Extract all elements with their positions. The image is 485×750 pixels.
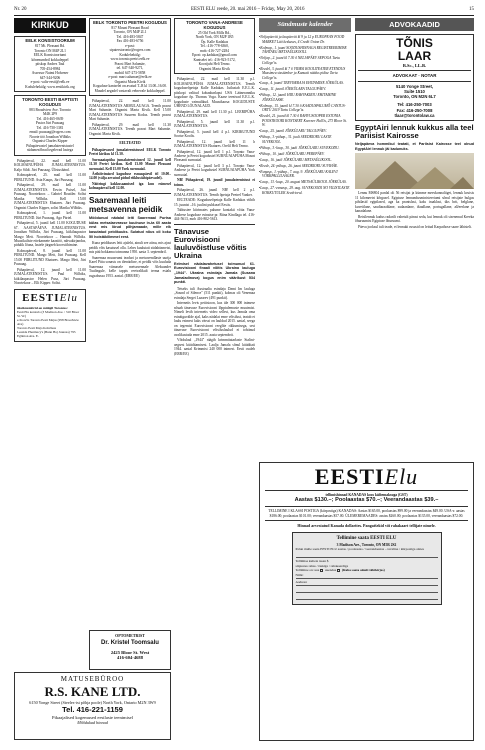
line: 705-454-8984 (39, 66, 61, 71)
schedule-item: Pühapäeval, 5. juunil kell 11.30 p.l. JUMALATEENISTUS. (174, 119, 255, 129)
eesti-elu-logo (17, 292, 83, 306)
line: 647-344-9206 (39, 75, 61, 80)
article-paragraph: Teiseks tuli Austraalia esindaja Dami Im lauluga „Sound of Silence" (511 punkti), kolmas oli Venemaa esindaja Sergei Lazarev (491 punkti). (174, 286, 255, 300)
sales-location: Toronto Eesti Maja Kohvikus (17, 326, 57, 331)
line: Kantselei tel.: 416-923-5172, (193, 57, 236, 62)
eelteade-item: Pühapäevased jumalateenistused EELK Toronto Peetri kirikus kl 11.30. (89, 147, 171, 157)
logo-text: EESTI (314, 464, 385, 489)
vana-andrese-box (174, 18, 255, 74)
article-paragraph: Kuna peidikuses leiti ajaleht, ainult see aitnu, mis ajast peidik võis kasutusel olla. Lehes kuulutati südahüsmetsi, mis püü bokkama toimunna 1950. aasta 3. septembril. (89, 241, 171, 255)
email-line[interactable]: e-post: valis-eesti@eelk.ee (30, 80, 70, 85)
schedule-item: EELTEADE: Koguduseõpetaja Kalle Kadakas viibib 15. juunist –16. juulini puhkusel Eestis. (174, 198, 255, 207)
event-item: • Laup., 11. juunil JÕEKÜLARA TALGUPÄEV. (259, 87, 351, 91)
konsistoorium-title: EELK KONSISTOORIUM (25, 38, 75, 44)
pyramids-photo (355, 153, 474, 189)
line: 817 Mount Pleasant Road (111, 25, 149, 30)
column-vana-andrese (174, 18, 255, 741)
lawyer-first-name: TÕNIS (396, 36, 433, 51)
kane-funeral-ad (14, 672, 171, 740)
divider (358, 70, 471, 71)
column-churches (14, 18, 86, 741)
address-field-3[interactable] (296, 594, 438, 600)
name-label: Nimi: (295, 573, 304, 578)
schedule-item: Kolmapäeval, 8. juunil kell 11.00 PIIBLITUND. Margo Mett, Jüri Puusaag. Kell 15.00 PIIBLITUND Ehatares. Margo Mett, Jüri Puusaag. (14, 248, 86, 267)
baptisti-schedule (14, 159, 86, 286)
address-label: Aadress: (295, 580, 308, 585)
lawyer-tel[interactable]: Tel: 416-250-7003 (397, 102, 432, 108)
line: Organist Marta Kivik (114, 79, 146, 84)
page-number-right: 15 (468, 7, 474, 13)
event-item: • Pühap., 3.-pühap., 31. juuli SEEDRIORU LASTE SUVEKOOL. (259, 135, 351, 144)
schedule-item: Pühapäeval, 12. juunil kell 1 p.l. Toronto Vana-Andrese ja Peetri kogudustel SURNUAIAPÜHA Mount Pleasanti surnuaial. (174, 149, 255, 163)
ad-title: OPTOMETRIST (115, 633, 145, 638)
column-lawyers (355, 18, 474, 458)
line: mob.-416-727-2284 (200, 48, 229, 53)
line: 817 Mt. Pleasant Rd. (34, 44, 66, 49)
line: Tel.: 416-778-6360, (200, 44, 229, 49)
website-line[interactable]: www.toronto.peetri.eelk.ee (110, 57, 150, 62)
line: 883 Broadview Ave. Toronto (29, 107, 71, 112)
event-item: • Kolmap., 15. juunil kl 7.30 õ KAADUSPALUMÕ CANTUS-ORTU 2019 Tartu College'is. (259, 104, 351, 113)
subscription-rates: TELLIMINE I KLASSI POSTIGA (kiirpostiga) KANADAS: Aastas $165.00, poolaastas $99.00 ja veerandaastas $49.00. USA-s: aastas $186.00; poolaastas $101.00; veerandaastas $57.00. ÜLEMEREMAADES: aastas $260.00; poolaastas $135.00, veerandaastas $72.00. (268, 509, 465, 518)
name-field[interactable] (296, 573, 438, 579)
vana-andrese-schedule (174, 77, 255, 222)
line: Koguduse kantselei on avatud T–R kl 13.00–16.00. (93, 84, 167, 89)
line: Noorte töö Jonathan Wilbiks (29, 134, 71, 139)
start-date-field[interactable] (296, 552, 438, 558)
event-item: • Kolmap., 1. juuni SOODUSHINNAGA REGISTREERIMISE TÄHTAEG METSAÜLIKOOLI. (259, 46, 351, 55)
divider (265, 490, 468, 491)
eelteated-heading: EELTEATED (119, 141, 141, 146)
logo-text-elu: Elu (384, 464, 419, 489)
form-type-row (296, 568, 438, 572)
schedule-item: Pühapäeval, 29. mail kell 11.00 JUMALATEENISTUS. Erwin Puisel, Jüri Puusaag. Noortekoor. – Gabriel Bouttler. Solist Marika Wilbiks. Kell 15.00 JUMALATEENISTUS Ehatares. Jüri Puusaag. Organist Charles Kipper, solist Marika Wilbiks. (14, 183, 86, 210)
peetri-schedule (89, 99, 171, 136)
article-headline-eurovision: Tänavuse Eurovisiooni lauluvõistluse võitis Ukraina (174, 226, 247, 260)
eesti-elu-sales-box (14, 289, 86, 342)
address-field-2[interactable] (296, 587, 438, 593)
line: Kodulehekülg: (119, 52, 141, 57)
line: Praost Mart Salumäe, (114, 61, 146, 66)
divider (358, 81, 471, 82)
divider (265, 520, 468, 521)
lawyer-email[interactable]: tlaar@torontolaw.ca (394, 112, 435, 118)
line: Organist Marta Kivik (199, 66, 230, 71)
subscription-note: Hinnad arvestatud Kanada dollarites. Pangatšekid või rahakaart tellijate nimele. (297, 523, 436, 529)
kane-address: 6150 Yonge Street (Steeles-ist põhja poole) North York, Ontario M2N 3W9 (29, 700, 156, 705)
optometrist-ad (89, 630, 171, 670)
page-header (14, 6, 474, 16)
schedule-item: Pühapäeval, 29. mail kell 11.30 p.l. LEERIPÜHA JUMALATEENISTUS. (174, 109, 255, 119)
optometrist-tel[interactable]: 416-604-4688 (116, 655, 144, 661)
divider (174, 224, 255, 225)
baptisti-lines (17, 108, 83, 153)
schedule-item: Kolmapäeval, 1. juunil kell 11.00 PIIBLITUND. Jüri Puusaag, Ago Pärtel. (14, 211, 86, 220)
form-address: 3 Madison Ave., Toronto, ON M5R 2S2 (336, 542, 397, 547)
article-paragraph: Internetis levis petitsioon, kus üle 300 000 inimese nõuab tänavuse Eurovisiooni lõpptulemuste muutmist. Nimelt levib internetis video sellest, kus Jamala oma esinäiguvälde ajal, kaks nädalat enne võistlust, teatab et laulu esimest kaks värssi on lauldud 2015. aastal, seega on tegemist Eurovisiooni reeglite rikkumisega, sest tänavuse Eurovisiooni võistluslaulud ei tohtinud avalikustada enne 2015. aasta septembrit. (174, 301, 255, 337)
event-item: • Neljap., 2. juuni kl 7.30 õ NELJAPÄEV SEPOGA Tartu College'is. (259, 56, 351, 65)
event-item: • Laup., 4. juunil TERVISERAJA EHITAMINE JÕEKÜLAS. (259, 81, 351, 85)
vana-andrese-lines (177, 31, 252, 71)
line: piiskop Andres Taul (35, 62, 65, 67)
section-banner-advokaadid: ADVOKAADID (355, 18, 474, 31)
lawyer-address: Suite 1510 (404, 88, 425, 94)
line: EELK Konsistooriumi (33, 53, 67, 58)
form-amount-label: Tellimise kulteta tasan $ (295, 559, 329, 564)
sales-location: e-Store'is Toronto Eesti Majas (958 Broadview Ave) (17, 318, 79, 327)
line: Assessor Naimi Holsener (31, 71, 69, 76)
article-paragraph: Võidulaul „1944" räägib krimmitatarlaste Stalini-aegsest küüditamisest. Laulja Jamala sõnul küüditati 1944. aastal Krimmist 240 000 inimest. Eesti osaleb (ERR/EE) (174, 338, 255, 356)
line: Muudel aegadel vastavalt eelnevale kokkuleppel. (94, 88, 166, 93)
section-banner-kalender: Sündmuste kalender (259, 18, 351, 32)
vana-andrese-title: TORONTO VANA-ANDRESE KOGUDUS (186, 20, 243, 30)
line: Toronto, ON M4P 2L1 (113, 30, 147, 35)
event-item: • Pühap., 12. juunil HIIU RAHVAKIRJU EHITAMINE JÕEKÜLASSE. (259, 93, 351, 102)
schedule-item: Pühapäeval, 29. mail kell 11.30 JUMALATEENISTUS. Teenib praost Mart Salumäe. Organist Marta Kivik. (89, 122, 171, 136)
baptisti-box (14, 95, 86, 156)
peetri-lines (92, 26, 168, 93)
schedule-item: Pühapäeval, 22. mail kell 11.00 KOLMAINUPÜHA JUMALATEENISTUS. Kaljo Sildt. Jüri Puusaag. Ülistusbänd. (14, 158, 86, 172)
sales-location: Eesti Elu kontoris (3 Madison Ave. / 310 Bloor St. W.) (17, 309, 80, 318)
email-line[interactable]: e-post: mart.salumae@eelk.ee (108, 75, 152, 80)
schedule-item: Pühapäeval, 5. juunil kell 11.00 KOGUDUSE 67. AASTAPÄEVA JUMALATEENISTUS. Jonathan Wilbiks, Jüri Puusaag, kiikilaupastor Margo Mett. Noortekoor – Hannah Wilbiks. Muusikaliste ettekannete kaastöö, rahvakirjandus, pidulik lõuna, lastele järgneb koosviibimine. (14, 221, 86, 248)
line: Õp. Kalle Kadakas (200, 39, 229, 44)
form-payment-label: sinjuures rahas / tšekiga / rahakaardiga (295, 563, 349, 568)
schedule-item: Pühapäeval, 12. juunil kell 11 h JUMALATEENISTUS Ehatares. Orelil Heli Tenno. (174, 139, 255, 149)
schedule-item: Pühapäeval, 12. juunil kell 3 p.l. Toronto Vana-Andrese ja Peetri kogudustel SURNUAIAPÜHA York surnuaial. (174, 163, 255, 177)
line: Pühapäevastel jumalateenistustel (26, 143, 74, 148)
article-paragraph: Saaremaa muuseumi teaduri ja metsavendlaste uurija Karel Pitta sonasts on tõenäoline, et peidik võis kuuluda Saaremaa viimasele metsavennale Aleksander Tuulingule, kelle tappis reetvalikult terma esialu rugsabussa 1953. aastal. (ERR/EE) (89, 255, 171, 278)
form-title: Tellimine saata EESTI ELU (336, 536, 397, 542)
renew-checkbox[interactable] (337, 569, 340, 572)
section-banner-kirikud: KIRIKUD (14, 18, 86, 33)
sales-location: Leaside Pharmacy's (Bunn Hoj Juuresa) 795 Eglinton Ave. E. (17, 330, 76, 339)
new-checkbox[interactable] (320, 569, 323, 572)
peetri-box (89, 18, 171, 96)
eelteated-list (89, 148, 171, 191)
lawyer-address: 5140 Yonge Street, (395, 83, 434, 89)
event-item: • Reedel, 21. juunil kl 7.30 õ RAHVUSOOPER ESTONIA POOSTKOORI KONTSERT Koerner Hall'is, 273 Bloor St. W. (259, 114, 351, 127)
article-headline-egyptair: EgyptAiri lennuk kukkus alla teel Pariisist Kairosse (355, 123, 474, 141)
kane-top: MATUSEBÜROO (60, 675, 125, 683)
line: Fax 416-483-6756 (116, 39, 144, 44)
eelteade-item: Ärihõivimised koguduse esmaspäevil ttl 10.00–14.00 (välja arvatud pidud riiklustähtpäevadel). (89, 171, 171, 181)
event-item: • Neljapäeviti ja laupäeviti kl 9 ja 12 p EUROPEAN FOOD MARKET Läti keskuses, 4 Credit Union Dr. (259, 35, 351, 44)
schedule-item: Kolmapäeval, 25. mail kell 11.00 PIIBLITUND. Asta Kaups, Jüri Puusaag. (14, 173, 86, 182)
pyramids-image (355, 153, 474, 189)
line: Organist Charles Kipper (32, 139, 68, 144)
logo-text: EESTI (22, 291, 60, 304)
article-lead: Möödunud nädalal leiti Saaremaal Purtsa külas metsalaevrasse kuulnuse in-ta 60 aasta eest mis lörud põhjamaade, mille elk kasutatud peidikuuks. Sulatud nõus oli koku 50 hoistäkilimmel eest. (89, 216, 171, 239)
event-item: • Laup., 13.-laup., 20. august METSAÜLIKOOL JÕEKÜLAS. (259, 180, 351, 184)
email-line[interactable]: Epost: op.kadakas@gmail.com (192, 53, 237, 58)
konsistoorium-box (14, 36, 86, 92)
page-number-left: Nr. 20 (14, 7, 27, 13)
eesti-elu-logo-large (265, 466, 468, 488)
divider (265, 506, 468, 507)
line: 25 Old York Mills Rd., (197, 30, 232, 35)
schedule-item: NB! Pühapäeval, 19. juunil jumalateenistust ei toimu. (174, 178, 255, 187)
article-paragraph: Lennu MS804 pardal oli 56 reisijat ja kümme meeskonnaliiget, lennuk kruisis 11 kilomeetri kõrgusel. Egiptuse lennundusministeeriumi sõnul reisijate hulgas pihtlasid egiptlased, aga ka prantslasi, kaks iraaklast, üks brit, belglane, kuveitlane, saudiaraablane, sudaanlane, tšaadlane, portugallane, alžeerlane ja kanadalane. (355, 191, 474, 214)
sales-subtitle: üksiknumbrid on müügil Torontos: (17, 305, 68, 310)
events-list (259, 35, 351, 195)
kane-tel[interactable]: Tel. 416-221-1159 (62, 705, 123, 715)
line: Toronto ON M4P 2L1 (34, 48, 66, 53)
optometrist-name: Dr. Kristel Toomsalu (101, 640, 159, 646)
schedule-item: Talitustee kiirimates palume kontakti võtta Vana-Andrese koguduse esinaise pr. Riina Kindlaga tel. 416-444-5613, mob 416-802-5613. (174, 208, 255, 222)
line: Tel. 416-483-5847 (116, 34, 144, 39)
line: tel. 647-340-9271, (116, 66, 144, 71)
logo-text-elu: Elu (59, 291, 78, 304)
header-issue: EESTI ELU reede, 20. mai 2016 – Friday, May 20, 2016 (190, 7, 305, 13)
line: Tel. 416-465-0639 (36, 116, 64, 121)
line: kõnenumbril kokkuleppel (31, 57, 69, 62)
lawyer-fax: Fax: 416-250-7008 (396, 107, 433, 113)
article-headline-metsavend: Saaremaal leiti metsavenna peidik (89, 195, 163, 214)
lawyer-degree: B.Sc., LL.B. (402, 62, 427, 68)
schedule-item: Pühapäeval, 12. juunil kell 11.00 JUMALATEENISTUS. Paul Wilbiks, kiikilaupastor Helen Pusa, Jüri Puusaag. Noortekoor – Elli Kipper. Solist. (14, 267, 86, 286)
form-new-label: Tellimine on: uus (295, 567, 320, 572)
schedule-item: Pühapäeval, 26. juunil NB! kell 2 p.l. JUMALATEENISTUS. Teenib õpetaja Peetrel Vanker. (174, 188, 255, 197)
divider (89, 138, 171, 139)
line: M4K 2P9 (42, 112, 58, 117)
website-line[interactable]: Kodulehekülg: www.eestikirik.org (25, 84, 75, 89)
konsistoorium-lines (17, 44, 83, 89)
line: Koorijuht Heli Tenno. (198, 62, 231, 67)
event-item: • Laup., 16. juuli JÕEKÜLARU METSAÜLIKOOL. (259, 158, 351, 162)
subscription-box (259, 462, 474, 741)
kane-name: R.S. KANE LTD. (44, 683, 141, 699)
kane-sub: Mõõdukad hinnad (77, 720, 108, 726)
article-paragraph: Reisilennuk kadus radarilt vahetult pärast seda, kui lennuk oli sisenenud Kreeka õhuruumist Egiptuse õhuruumi. (355, 214, 474, 224)
email-line[interactable]: stpaterstoronto@rogers.com (109, 48, 151, 53)
schedule-item: Pühapäeval, 22. mail kell 11.30 p.l. KOLMAINUPÜHA JUMALATEENISTUS. Teenib koguduseõpetaja Kalle Kadakas. Jutlustab E.E.L.K. piiskopi valitud kobaabarlapsi USA Lääneranniku koguduse õp. Thomas Voga. Kaase teenivad E.E.L.K. koguduste vaimulikud. Muusikaosa: KOGUDUSTE ÜHEND LÕUNALAUD. (174, 77, 255, 109)
event-item: • Reedel, 3. juunil kl 7 õ VIIMSI KOOLITEATER ETENDUS Mussimeu sissiümber ja Kanuati näidus pidise Tartu College'is. (259, 67, 351, 80)
line: mobiil 647-273-5858 (114, 70, 146, 75)
lawyer-role: ADVOKAAT · NOTAR (392, 73, 437, 79)
schedule-item: Pühapäeval, 5. juunil kell 4 p.l. KIRIKUTUND Sootse Koolis. (174, 129, 255, 139)
subscription-prices: Aastas $130.–; Poolaastas $70.–; Veerandaastas $39.– (294, 497, 439, 504)
form-renew-label: uuendus (324, 567, 337, 572)
event-item: • Laup., 27.-esmasp., 29. aug. SUVEKOODI NO VILISTLASTE KOKKUTULEK Seedrioral. (259, 186, 351, 195)
lawyer-last-name: LAAR (397, 48, 432, 63)
line: Tel. 416-750-1381 (36, 125, 64, 130)
form-mail-note: (Raha saata ainult tähtkirjas) (341, 567, 385, 572)
address-field[interactable] (296, 580, 438, 586)
line: südamesõbrad tegelevad lastega (26, 148, 74, 153)
peetri-title: EELK TORONTO PEETRI KOGUDUS (93, 20, 167, 25)
form-text: Palun mulle saata EESTI ELU aastas / poolaastas / veerandaastas – tavaline / kiirpostiga alates (295, 547, 424, 552)
subscription-form (292, 532, 442, 605)
line: Pastor Jüri Puusaag (35, 121, 65, 126)
article-lead: Eelmisel nädalavahetusel toimunud 61. Eurovisiooni finaali võitis Ukraina lauluga „1944". Ukraina esindaja Jamala (Susana Jamaladinova) kogus enim väärikust 534 punkti. (174, 261, 255, 285)
event-item: • Pühap., 3.-laup., 30. juuli JÕEKÜLAIIU SUVEKODU. (259, 146, 351, 150)
eelteade-item: Näitringi kokkusaamised iga kuu esimesel kolmapäeval kell 12.00. (89, 181, 171, 191)
article-lead: Neljapäeva hommikul teatati, et Pariisist Kairosse teel olnud EgyptAiri lennuk jäi kadunuks. (355, 142, 474, 151)
kane-text: Pikaajalised kogemused eestlaste teenimisel (51, 714, 133, 720)
line: North York, ON M2P 1B5 (195, 35, 234, 40)
eelteade-item: Surmaaiapüha jumalateenistused 12. juunil kell 11.30 Peetri kirikus. Kell 13.00 Mount Pleasant surnuaial. Kell 15.00 York surnuaial. (89, 157, 171, 171)
event-item: • Esmasp., 1.-pühap., 7. aug. 9. JÕEKÜLARU KALEVI VÕRKPALLILAAGER. (259, 170, 351, 179)
line: e-post: (125, 43, 135, 48)
optometrist-address: 2425 Bloor St. West (110, 649, 150, 655)
schedule-item: Pühapäeval, 22. mail kell 11.00 JUMALATEENISTUS ARMULAUAGA. Teenib praost Mart Salumäe. Organist Marta Kivik. Kell 15.00 JUMALATEENISTUS Suurem Kodus. Teenib praost Mart Salumäe. (89, 99, 171, 122)
divider (89, 193, 171, 194)
baptisti-title: TORONTO EESTI BAPTISTI KOGUDUS (22, 97, 78, 107)
email-line[interactable]: email: puusaag@rogers.com (29, 130, 71, 135)
event-item: • Pühap., 10. juuli JÕEKÜLARU PEREPÄEV. (259, 152, 351, 156)
subscription-heading: tellimishinnad KANADAS koos käibemaksuga (GST) (325, 493, 408, 497)
article-paragraph: Päeva jooksul tuli teade, et lennuki rususid on leitud Karpathose saare lähistelt. (358, 224, 472, 229)
lawyer-address: Toronto, ON M2N 6L7 (393, 94, 436, 100)
event-item: • Laup., 25. juunil JÕEKÜLARU TALGUPÄEV. (259, 129, 351, 133)
laar-ad (355, 34, 474, 121)
event-item: • Reede, 24.-pühap., 26. juuni SEEDRIORU SUVIHÄE. (259, 164, 351, 168)
